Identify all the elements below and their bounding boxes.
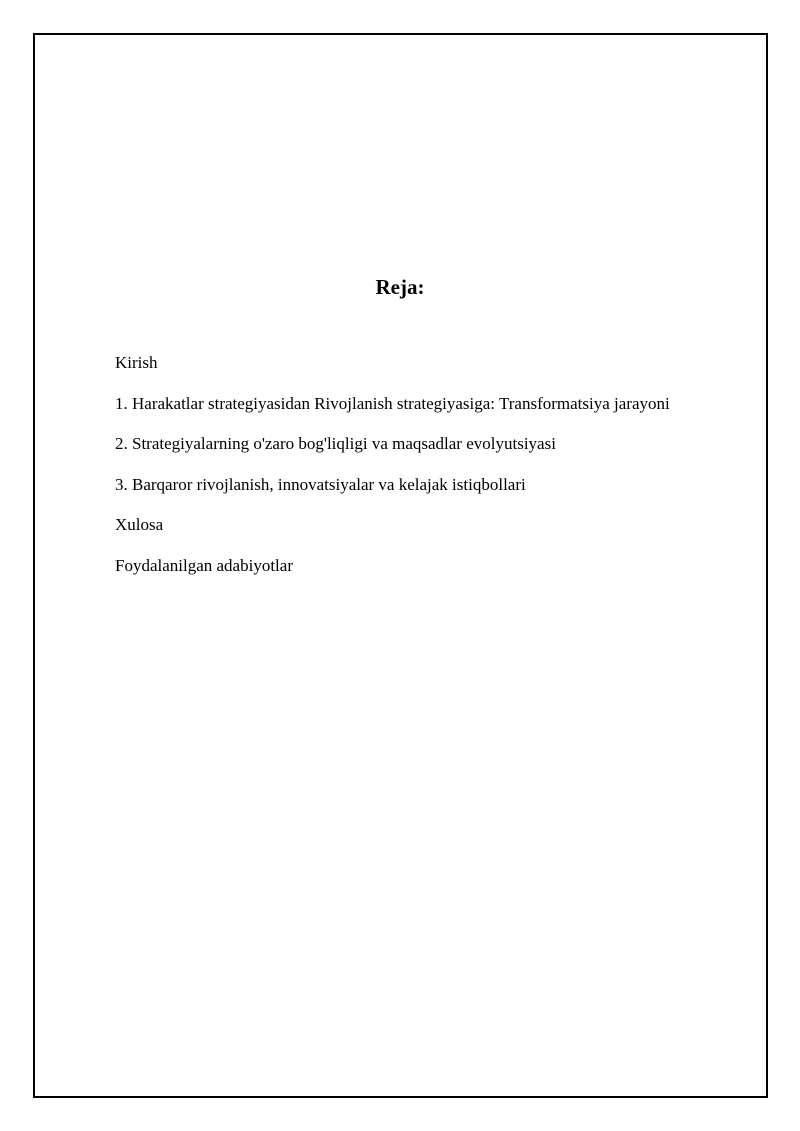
- page-title: Reja:: [375, 275, 425, 299]
- toc-item-conclusion: Xulosa: [115, 515, 164, 534]
- toc-item-3: 3. Barqaror rivojlanish, innovatsiyalar va kelajak istiqbollari: [115, 474, 526, 494]
- toc-item-2: 2. Strategiyalarning o'zaro bog'liqligi va maqsadlar evolyutsiyasi: [115, 434, 556, 453]
- toc-item-intro: Kirish: [115, 353, 158, 372]
- table-of-contents: [115, 351, 670, 594]
- toc-item-1: 1. Harakatlar strategiyasidan Rivojlanish strategiyasiga: Transformatsiya jarayoni: [115, 393, 670, 413]
- toc-item-references: Foydalanilgan adabiyotlar: [115, 555, 293, 575]
